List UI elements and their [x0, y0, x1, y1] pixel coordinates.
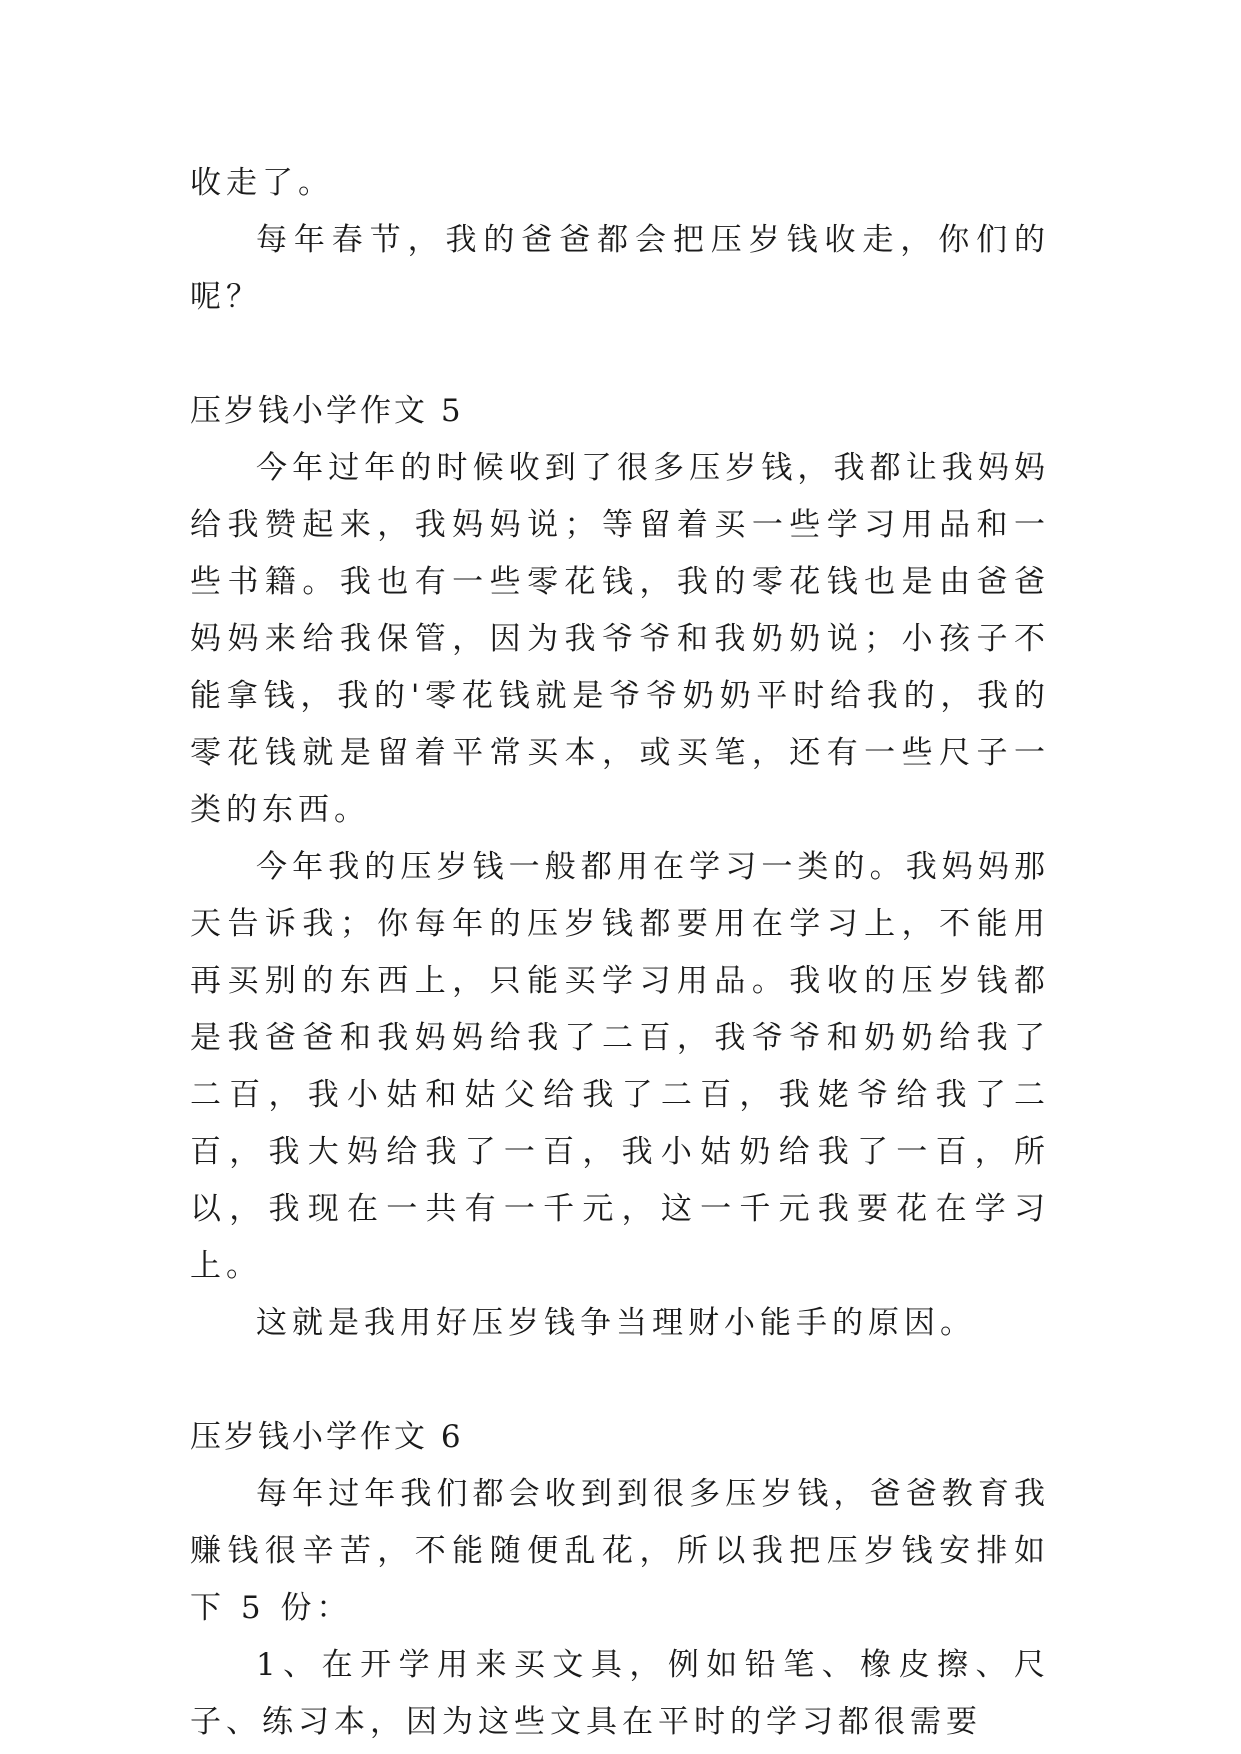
document-body — [190, 155, 1050, 1751]
essay-6-paragraph-1: 每年过年我们都会收到到很多压岁钱，爸爸教育我赚钱很辛苦，不能随便乱花，所以我把压岁钱安排如下 5 份： — [190, 1476, 1050, 1626]
essay-6-paragraph-2: 1、在开学用来买文具，例如铅笔、橡皮擦、尺子、练习本，因为这些文具在平时的学习都很需要 — [190, 1647, 1050, 1740]
essay-5-paragraph-2: 今年我的压岁钱一般都用在学习一类的。我妈妈那天告诉我；你每年的压岁钱都要用在学习上，不能用再买别的东西上，只能买学习用品。我收的压岁钱都是我爸爸和我妈妈给我了二百，我爷爷和奶奶给我了二百，我小姑和姑父给我了二百，我姥爷给我了二百，我大妈给我了一百，我小姑奶给我了一百，所以，我现在一共有一千元，这一千元我要花在学习上。 — [190, 849, 1050, 1284]
essay-5-paragraph-1: 今年过年的时候收到了很多压岁钱，我都让我妈妈给我赞起来，我妈妈说；等留着买一些学习用品和一些书籍。我也有一些零花钱，我的零花钱也是由爸爸妈妈来给我保管，因为我爷爷和我奶奶说；小孩子不能拿钱，我的'零花钱就是爷爷奶奶平时给我的，我的零花钱就是留着平常买本，或买笔，还有一些尺子一类的东西。 — [190, 450, 1050, 828]
continuation-paragraph: 收走了。 — [190, 165, 334, 201]
section-spacer — [190, 326, 1050, 383]
section-spacer — [190, 1352, 1050, 1409]
essay-5-title: 压岁钱小学作文 5 — [190, 393, 464, 429]
essay-5-paragraph-3: 这就是我用好压岁钱争当理财小能手的原因。 — [256, 1305, 976, 1341]
closing-paragraph: 每年春节，我的爸爸都会把压岁钱收走，你们的呢？ — [190, 222, 1050, 315]
essay-6-title: 压岁钱小学作文 6 — [190, 1419, 464, 1455]
